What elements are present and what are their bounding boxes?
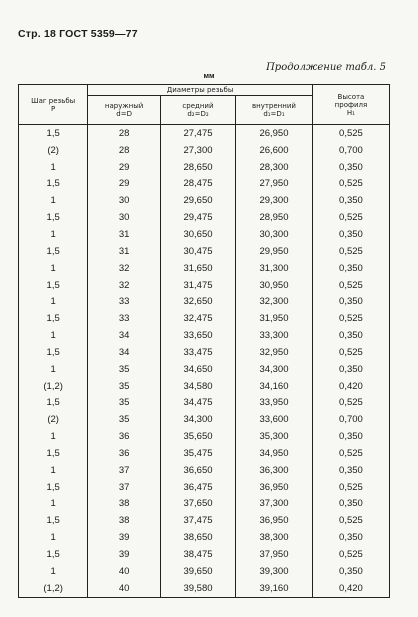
cell-outer-diameter: 32 [88,277,161,294]
table-row [19,226,390,243]
cell-pitch: 1,5 [19,125,88,142]
cell-pitch-diameter: 34,300 [160,411,235,428]
table-row [19,344,390,361]
table-row [19,411,390,428]
cell-profile-height: 0,350 [312,293,389,310]
cell-inner-diameter: 36,950 [236,512,313,529]
cell-pitch-diameter: 33,475 [160,344,235,361]
cell-pitch: 1,5 [19,479,88,496]
cell-profile-height: 0,700 [312,142,389,159]
header-diameters-group: Диаметры резьбы [88,85,313,96]
cell-inner-diameter: 36,300 [236,462,313,479]
cell-inner-diameter: 32,950 [236,344,313,361]
cell-outer-diameter: 39 [88,529,161,546]
cell-pitch: 1,5 [19,546,88,563]
cell-outer-diameter: 34 [88,344,161,361]
cell-pitch-diameter: 35,475 [160,445,235,462]
table-row [19,159,390,176]
cell-inner-diameter: 28,300 [236,159,313,176]
cell-outer-diameter: 40 [88,563,161,580]
cell-outer-diameter: 36 [88,428,161,445]
header-pitch: Шаг резьбы P [19,85,88,125]
table-row [19,580,390,597]
cell-pitch: 1,5 [19,445,88,462]
cell-profile-height: 0,350 [312,260,389,277]
table-row [19,496,390,513]
cell-pitch: 1,5 [19,277,88,294]
cell-pitch-diameter: 37,475 [160,512,235,529]
cell-inner-diameter: 30,950 [236,277,313,294]
cell-pitch: 1 [19,327,88,344]
cell-outer-diameter: 30 [88,192,161,209]
cell-inner-diameter: 29,300 [236,192,313,209]
cell-pitch-diameter: 31,475 [160,277,235,294]
table-row [19,277,390,294]
cell-pitch: 1 [19,260,88,277]
page-header: Стр. 18 ГОСТ 5359—77 [18,28,138,40]
cell-inner-diameter: 33,600 [236,411,313,428]
cell-outer-diameter: 30 [88,209,161,226]
cell-inner-diameter: 29,950 [236,243,313,260]
cell-profile-height: 0,525 [312,277,389,294]
cell-inner-diameter: 27,950 [236,176,313,193]
cell-profile-height: 0,525 [312,512,389,529]
table-row [19,378,390,395]
cell-pitch: 1,5 [19,243,88,260]
cell-profile-height: 0,525 [312,125,389,142]
cell-profile-height: 0,350 [312,226,389,243]
cell-outer-diameter: 28 [88,125,161,142]
table-row [19,310,390,327]
cell-outer-diameter: 35 [88,411,161,428]
cell-outer-diameter: 31 [88,226,161,243]
cell-outer-diameter: 34 [88,327,161,344]
cell-inner-diameter: 37,300 [236,496,313,513]
header-outer-diameter: наружный d=D [88,96,161,125]
cell-pitch: 1 [19,563,88,580]
cell-inner-diameter: 31,950 [236,310,313,327]
cell-pitch: 1 [19,496,88,513]
cell-inner-diameter: 26,600 [236,142,313,159]
thread-dimensions-table [18,84,390,598]
cell-outer-diameter: 32 [88,260,161,277]
table-row [19,125,390,142]
cell-inner-diameter: 35,300 [236,428,313,445]
units-label: мм [203,71,215,80]
cell-pitch: (1,2) [19,580,88,597]
cell-inner-diameter: 34,160 [236,378,313,395]
header-profile-height: Высота профиля H₁ [312,85,389,125]
cell-profile-height: 0,350 [312,496,389,513]
cell-outer-diameter: 31 [88,243,161,260]
table-row [19,142,390,159]
cell-inner-diameter: 36,950 [236,479,313,496]
cell-pitch: 1 [19,192,88,209]
cell-inner-diameter: 37,950 [236,546,313,563]
cell-inner-diameter: 26,950 [236,125,313,142]
cell-outer-diameter: 33 [88,310,161,327]
cell-pitch: 1 [19,159,88,176]
cell-pitch: (2) [19,142,88,159]
cell-pitch: 1 [19,293,88,310]
table-row [19,260,390,277]
cell-pitch: 1,5 [19,209,88,226]
cell-inner-diameter: 34,300 [236,361,313,378]
cell-pitch-diameter: 32,650 [160,293,235,310]
cell-profile-height: 0,420 [312,580,389,597]
cell-profile-height: 0,350 [312,361,389,378]
cell-pitch-diameter: 38,650 [160,529,235,546]
cell-pitch-diameter: 33,650 [160,327,235,344]
cell-pitch-diameter: 27,475 [160,125,235,142]
cell-inner-diameter: 39,160 [236,580,313,597]
cell-outer-diameter: 33 [88,293,161,310]
cell-pitch: 1 [19,361,88,378]
cell-inner-diameter: 30,300 [236,226,313,243]
cell-pitch-diameter: 28,475 [160,176,235,193]
cell-inner-diameter: 38,300 [236,529,313,546]
cell-pitch-diameter: 30,650 [160,226,235,243]
cell-outer-diameter: 35 [88,395,161,412]
cell-pitch: (1,2) [19,378,88,395]
table-row [19,176,390,193]
cell-profile-height: 0,350 [312,529,389,546]
cell-pitch: 1 [19,529,88,546]
cell-pitch-diameter: 31,650 [160,260,235,277]
cell-outer-diameter: 36 [88,445,161,462]
table-row [19,546,390,563]
header-pitch-diameter: средний d₂=D₂ [160,96,235,125]
cell-inner-diameter: 39,300 [236,563,313,580]
cell-profile-height: 0,420 [312,378,389,395]
table-row [19,428,390,445]
cell-outer-diameter: 37 [88,479,161,496]
cell-pitch: 1 [19,428,88,445]
cell-pitch: (2) [19,411,88,428]
cell-outer-diameter: 39 [88,546,161,563]
cell-outer-diameter: 38 [88,512,161,529]
cell-profile-height: 0,525 [312,243,389,260]
table-row [19,209,390,226]
table-row [19,563,390,580]
cell-pitch-diameter: 36,475 [160,479,235,496]
cell-pitch: 1,5 [19,310,88,327]
cell-pitch-diameter: 38,475 [160,546,235,563]
table-row [19,361,390,378]
cell-profile-height: 0,525 [312,310,389,327]
cell-pitch: 1,5 [19,344,88,361]
cell-outer-diameter: 29 [88,159,161,176]
cell-outer-diameter: 35 [88,361,161,378]
cell-profile-height: 0,350 [312,462,389,479]
cell-profile-height: 0,525 [312,479,389,496]
cell-inner-diameter: 31,300 [236,260,313,277]
table-continuation-label: Продолжение табл. 5 [266,62,386,73]
table-row [19,479,390,496]
cell-inner-diameter: 32,300 [236,293,313,310]
cell-pitch-diameter: 34,580 [160,378,235,395]
cell-profile-height: 0,350 [312,428,389,445]
cell-profile-height: 0,350 [312,192,389,209]
cell-outer-diameter: 40 [88,580,161,597]
cell-pitch-diameter: 28,650 [160,159,235,176]
cell-inner-diameter: 34,950 [236,445,313,462]
cell-pitch-diameter: 34,475 [160,395,235,412]
cell-profile-height: 0,525 [312,176,389,193]
cell-pitch: 1,5 [19,395,88,412]
cell-profile-height: 0,525 [312,445,389,462]
cell-inner-diameter: 28,950 [236,209,313,226]
cell-pitch-diameter: 32,475 [160,310,235,327]
cell-pitch: 1,5 [19,176,88,193]
cell-pitch: 1,5 [19,512,88,529]
cell-pitch-diameter: 30,475 [160,243,235,260]
table-row [19,243,390,260]
cell-pitch: 1 [19,226,88,243]
cell-inner-diameter: 33,950 [236,395,313,412]
cell-profile-height: 0,525 [312,395,389,412]
cell-profile-height: 0,350 [312,327,389,344]
cell-outer-diameter: 38 [88,496,161,513]
table-row [19,293,390,310]
cell-pitch-diameter: 36,650 [160,462,235,479]
cell-pitch-diameter: 29,475 [160,209,235,226]
cell-profile-height: 0,525 [312,344,389,361]
cell-outer-diameter: 29 [88,176,161,193]
table-row [19,327,390,344]
cell-profile-height: 0,700 [312,411,389,428]
cell-pitch-diameter: 37,650 [160,496,235,513]
cell-pitch-diameter: 27,300 [160,142,235,159]
table-row [19,445,390,462]
table-row [19,192,390,209]
cell-outer-diameter: 37 [88,462,161,479]
cell-profile-height: 0,525 [312,546,389,563]
table-row [19,512,390,529]
table-row [19,462,390,479]
cell-pitch-diameter: 29,650 [160,192,235,209]
cell-pitch-diameter: 35,650 [160,428,235,445]
cell-profile-height: 0,350 [312,563,389,580]
header-inner-diameter: внутренний d₁=D₁ [236,96,313,125]
cell-profile-height: 0,350 [312,159,389,176]
cell-outer-diameter: 28 [88,142,161,159]
cell-pitch-diameter: 39,580 [160,580,235,597]
cell-pitch: 1 [19,462,88,479]
cell-outer-diameter: 35 [88,378,161,395]
table-row [19,395,390,412]
table-row [19,529,390,546]
cell-pitch-diameter: 39,650 [160,563,235,580]
cell-inner-diameter: 33,300 [236,327,313,344]
cell-profile-height: 0,525 [312,209,389,226]
cell-pitch-diameter: 34,650 [160,361,235,378]
